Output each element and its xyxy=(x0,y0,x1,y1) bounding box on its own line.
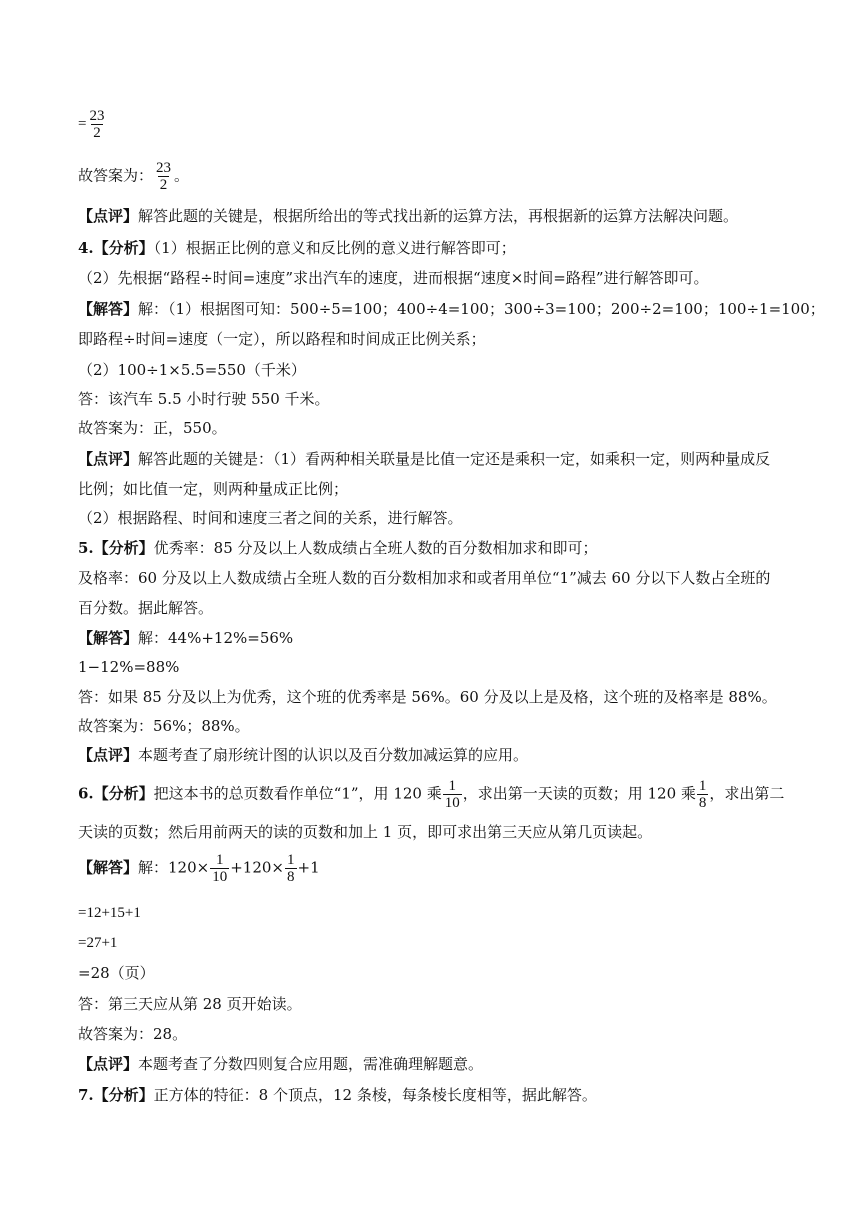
body-text: =27+1 xyxy=(78,935,118,951)
analysis-line xyxy=(78,238,516,258)
text-line xyxy=(78,389,330,409)
body-text: 比例；如比值一定，则两种量成正比例； xyxy=(78,480,349,498)
solution-text: +120× xyxy=(230,858,284,877)
comment-text: 解答此题的关键是，根据所给出的等式找出新的运算方法，再根据新的运算方法解决问题。 xyxy=(138,207,739,225)
comment-text: 本题考查了分数四则复合应用题，需准确理解题意。 xyxy=(138,1055,484,1073)
numerator: 1 xyxy=(215,852,224,868)
body-text: 1−12%=88% xyxy=(78,658,180,676)
analysis-text: 把这本书的总页数看作单位“1”，用 120 乘 xyxy=(153,784,442,803)
body-text: （2）根据路程、时间和速度三者之间的关系，进行解答。 xyxy=(78,509,463,527)
analysis-text: 正方体的特征：8 个顶点，12 条棱，每条棱长度相等，据此解答。 xyxy=(153,1086,597,1104)
body-text: 及格率：60 分及以上人数成绩占全班人数的百分数相加求和或者用单位“1”减去 60 分以下人数占全班的 xyxy=(78,569,771,587)
analysis-text: ，求出第二 xyxy=(709,784,785,803)
solution-text: +1 xyxy=(297,858,320,877)
fraction xyxy=(443,778,462,811)
comment-tag: 【点评】 xyxy=(78,450,139,468)
text-line xyxy=(78,657,179,677)
denominator: 10 xyxy=(444,795,460,811)
denominator: 8 xyxy=(287,869,295,885)
text-line xyxy=(78,716,250,736)
denominator: 8 xyxy=(698,795,707,811)
analysis-tag: 4.【分析】 xyxy=(78,239,154,257)
analysis-tag: 6.【分析】 xyxy=(78,784,154,803)
solution-tag: 【解答】 xyxy=(78,629,139,647)
comment-text: 本题考查了扇形统计图的认识以及百分数加减运算的应用。 xyxy=(138,746,529,764)
numerator: 1 xyxy=(698,778,707,794)
text-line xyxy=(78,268,709,288)
comment-tag: 【点评】 xyxy=(78,746,139,764)
body-text: =12+15+1 xyxy=(78,905,141,921)
body-text: 答：第三天应从第 28 页开始读。 xyxy=(78,995,302,1013)
comment-line xyxy=(78,1054,483,1074)
result-line xyxy=(78,108,107,141)
fraction xyxy=(154,160,173,193)
denominator: 2 xyxy=(93,125,101,141)
numerator: 1 xyxy=(287,852,295,868)
text-line xyxy=(78,903,141,923)
analysis-line xyxy=(78,778,784,811)
body-text: 答：如果 85 分及以上为优秀，这个班的优秀率是 56%。60 分及以上是及格，这个班的及格率是 88%。 xyxy=(78,688,777,706)
text-line xyxy=(78,822,652,842)
comment-tag: 【点评】 xyxy=(78,1055,139,1073)
fraction xyxy=(285,852,297,885)
body-text: =28（页） xyxy=(78,964,155,982)
fraction xyxy=(87,108,106,141)
text-line xyxy=(78,994,302,1014)
text-line xyxy=(78,508,463,528)
text-line xyxy=(78,568,770,588)
body-text: 故答案为：28。 xyxy=(78,1025,188,1043)
numerator: 1 xyxy=(448,778,456,794)
body-text: 故答案为：56%；88%。 xyxy=(78,717,250,735)
solution-text: 解：120× xyxy=(138,858,210,877)
denominator: 10 xyxy=(212,869,228,885)
equals-sign: = xyxy=(78,115,87,132)
analysis-text: 优秀率：85 分及以上人数成绩占全班人数的百分数相加求和即可； xyxy=(153,539,598,557)
solution-tag: 【解答】 xyxy=(78,300,139,318)
comment-line xyxy=(78,745,528,765)
text-line xyxy=(78,1024,187,1044)
body-text: 即路程÷时间=速度（一定），所以路程和时间成正比例关系； xyxy=(78,330,486,348)
body-text: （2）先根据“路程÷时间=速度”求出汽车的速度，进而根据“速度×时间=路程”进行解答即可。 xyxy=(78,269,709,287)
numerator: 23 xyxy=(156,160,172,176)
text-line xyxy=(78,933,117,953)
body-text: 百分数。据此解答。 xyxy=(78,599,214,617)
text-line xyxy=(78,687,777,707)
analysis-text: （1）根据正比例的意义和反比例的意义进行解答即可； xyxy=(153,239,516,257)
analysis-tag: 7.【分析】 xyxy=(78,1086,154,1104)
answer-label: 故答案为： xyxy=(78,166,154,185)
text-line xyxy=(78,360,306,380)
text-line xyxy=(78,598,213,618)
solution-text: 解：（1）根据图可知：500÷5=100；400÷4=100；300÷3=100；200÷2=100；100÷1=100； xyxy=(138,300,825,318)
body-text: （2）100÷1×5.5=550（千米） xyxy=(78,361,306,379)
text-line xyxy=(78,418,227,438)
text-line xyxy=(78,479,348,499)
text-line xyxy=(78,963,155,983)
comment-line xyxy=(78,206,738,226)
solution-line xyxy=(78,299,825,319)
body-text: 故答案为：正，550。 xyxy=(78,419,227,437)
comment-tag: 【点评】 xyxy=(78,207,139,225)
analysis-line xyxy=(78,538,598,558)
body-text: 答：该汽车 5.5 小时行驶 550 千米。 xyxy=(78,390,330,408)
solution-line xyxy=(78,852,320,885)
fraction xyxy=(210,852,229,885)
solution-text: 解：44%+12%=56% xyxy=(138,629,294,647)
answer-line xyxy=(78,160,189,193)
solution-tag: 【解答】 xyxy=(78,858,139,877)
solution-line xyxy=(78,628,293,648)
body-text: 天读的页数；然后用前两天的读的页数和加上 1 页，即可求出第三天应从第几页读起。 xyxy=(78,823,653,841)
comment-text: 解答此题的关键是：（1）看两种相关联量是比值一定还是乘积一定，如乘积一定，则两种量成反 xyxy=(138,450,771,468)
analysis-line xyxy=(78,1085,597,1105)
denominator: 2 xyxy=(159,177,168,193)
analysis-tag: 5.【分析】 xyxy=(78,539,154,557)
numerator: 23 xyxy=(89,108,105,124)
analysis-text: ，求出第一天读的页数；用 120 乘 xyxy=(462,784,696,803)
text-line xyxy=(78,329,486,349)
period: 。 xyxy=(174,166,190,185)
fraction xyxy=(697,778,709,811)
comment-line xyxy=(78,449,770,469)
